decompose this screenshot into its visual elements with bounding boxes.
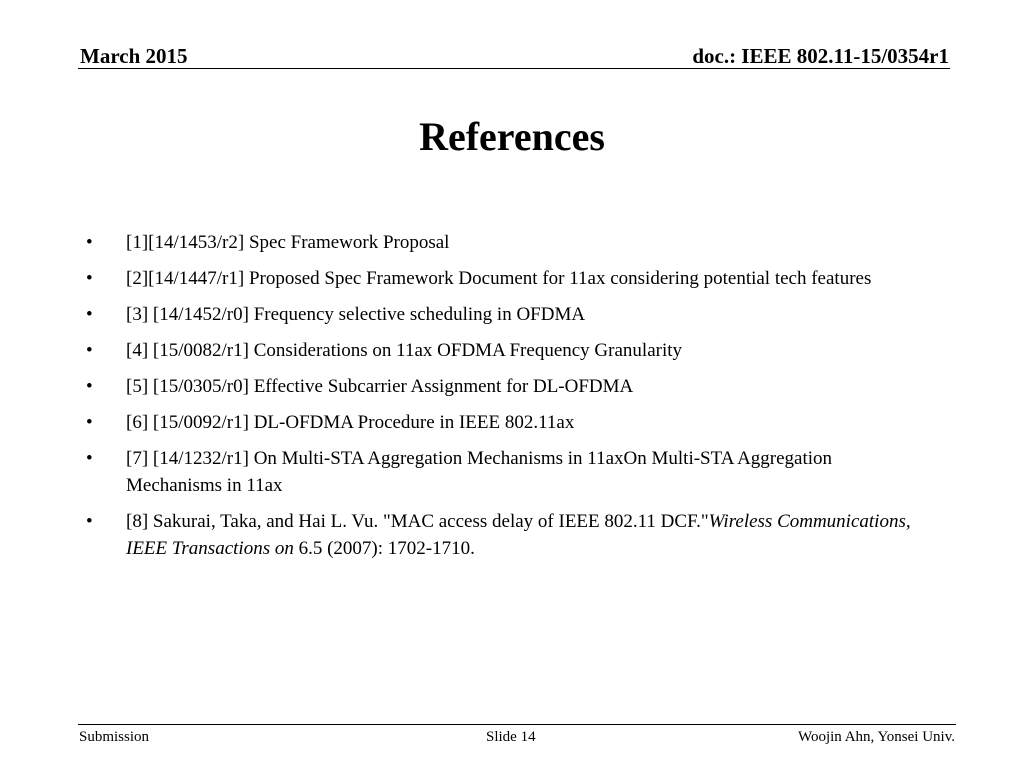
reference-text: [1][14/1453/r2] Spec Framework Proposal — [126, 232, 450, 253]
footer-submission: Submission — [79, 729, 150, 745]
reference-item — [86, 337, 926, 364]
header-doc-id: doc.: IEEE 802.11-15/0354r1 — [692, 44, 949, 68]
reference-text: [7] [14/1232/r1] On Multi-STA Aggregation Mechanisms in 11axOn Multi-STA Aggregation Mechanisms in 11ax — [126, 448, 833, 496]
footer-slide-number: Slide 14 — [486, 729, 536, 745]
bullet-icon: • — [86, 304, 93, 325]
reference-item — [86, 508, 926, 562]
reference-suffix: 6.5 (2007): 1702-1710. — [293, 538, 475, 559]
reference-item — [86, 373, 926, 400]
reference-item — [86, 409, 926, 436]
bullet-icon: • — [86, 376, 93, 397]
bullet-icon: • — [86, 340, 93, 361]
reference-text: [3] [14/1452/r0] Frequency selective scheduling in OFDMA — [126, 304, 586, 325]
bullet-icon: • — [86, 511, 93, 532]
reference-text: [2][14/1447/r1] Proposed Spec Framework Document for 11ax considering potential tech features — [126, 268, 872, 289]
reference-text: [5] [15/0305/r0] Effective Subcarrier Assignment for DL-OFDMA — [126, 376, 634, 397]
reference-list — [86, 229, 926, 571]
bullet-icon: • — [86, 268, 93, 289]
reference-item — [86, 301, 926, 328]
reference-item — [86, 445, 926, 499]
footer-author: Woojin Ahn, Yonsei Univ. — [797, 729, 955, 745]
reference-text: [6] [15/0092/r1] DL-OFDMA Procedure in IEEE 802.11ax — [126, 412, 575, 433]
reference-text: [4] [15/0082/r1] Considerations on 11ax OFDMA Frequency Granularity — [126, 340, 683, 361]
header-date: March 2015 — [80, 44, 188, 68]
bullet-icon: • — [86, 232, 93, 253]
reference-item — [86, 229, 926, 256]
reference-journal: Wireless Communications, IEEE Transactions on — [126, 511, 911, 559]
header-divider — [78, 68, 950, 69]
bullet-icon: • — [86, 412, 93, 433]
bullet-icon: • — [86, 448, 93, 469]
footer-divider — [78, 724, 956, 725]
reference-item — [86, 265, 926, 292]
reference-prefix: [8] Sakurai, Taka, and Hai L. Vu. "MAC access delay of IEEE 802.11 DCF." — [126, 511, 709, 532]
slide-title: References — [419, 114, 605, 159]
